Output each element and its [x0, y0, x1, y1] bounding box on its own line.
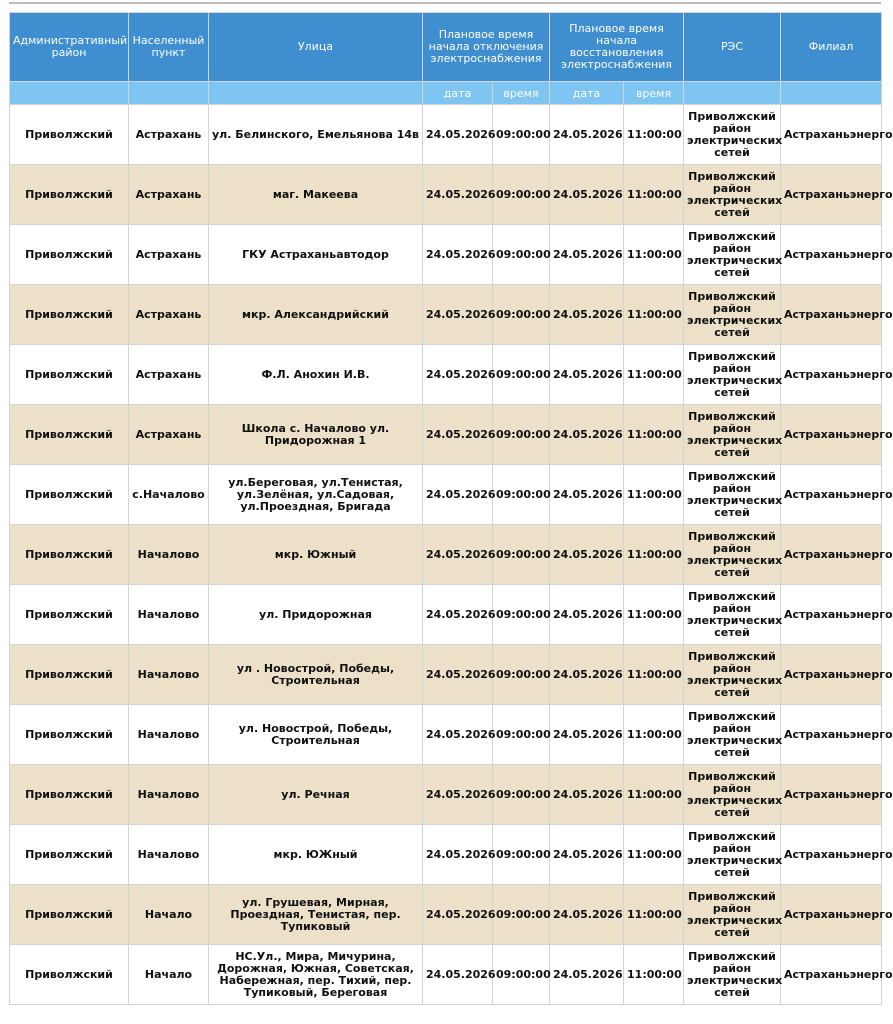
cell-off-date: 24.05.2026 [423, 405, 493, 465]
cell-street: ГКУ Астраханьавтодор [209, 225, 423, 285]
subheader-off-time: время [493, 82, 550, 105]
cell-res: Приволжский район электрических сетей [684, 645, 781, 705]
cell-branch: Астраханьэнерго [781, 885, 882, 945]
cell-street: ул. Речная [209, 765, 423, 825]
outage-schedule-table [9, 12, 893, 1005]
top-divider [9, 2, 881, 4]
cell-on-time: 11:00:00 [624, 825, 684, 885]
cell-off-date: 24.05.2026 [423, 465, 493, 525]
cell-locality: Астрахань [129, 165, 209, 225]
cell-district: Приволжский [10, 465, 129, 525]
cell-on-date: 24.05.2026 [550, 765, 624, 825]
cell-on-date: 24.05.2026 [550, 825, 624, 885]
header-branch: Филиал [781, 13, 882, 82]
cell-district: Приволжский [10, 825, 129, 885]
header-street: Улица [209, 13, 423, 82]
table-row [10, 765, 882, 825]
table-row [10, 585, 882, 645]
cell-off-date: 24.05.2026 [423, 165, 493, 225]
cell-branch: Астраханьэнерго [781, 105, 882, 165]
subheader-on-time: время [624, 82, 684, 105]
cell-off-time: 09:00:00 [493, 885, 550, 945]
cell-off-time: 09:00:00 [493, 465, 550, 525]
subheader-on-date: дата [550, 82, 624, 105]
cell-off-date: 24.05.2026 [423, 945, 493, 1005]
header-locality: Населенный пункт [129, 13, 209, 82]
cell-off-time: 09:00:00 [493, 405, 550, 465]
cell-on-date: 24.05.2026 [550, 465, 624, 525]
cell-district: Приволжский [10, 885, 129, 945]
cell-on-time: 11:00:00 [624, 105, 684, 165]
subheader-empty [129, 82, 209, 105]
cell-off-time: 09:00:00 [493, 105, 550, 165]
cell-off-time: 09:00:00 [493, 705, 550, 765]
cell-district: Приволжский [10, 285, 129, 345]
table-row [10, 945, 882, 1005]
cell-branch: Астраханьэнерго [781, 945, 882, 1005]
cell-on-date: 24.05.2026 [550, 225, 624, 285]
cell-district: Приволжский [10, 345, 129, 405]
subheader-off-date: дата [423, 82, 493, 105]
cell-off-time: 09:00:00 [493, 945, 550, 1005]
cell-on-time: 11:00:00 [624, 765, 684, 825]
table-row [10, 345, 882, 405]
cell-off-date: 24.05.2026 [423, 765, 493, 825]
cell-district: Приволжский [10, 525, 129, 585]
cell-district: Приволжский [10, 645, 129, 705]
cell-district: Приволжский [10, 105, 129, 165]
cell-res: Приволжский район электрических сетей [684, 225, 781, 285]
cell-on-date: 24.05.2026 [550, 645, 624, 705]
cell-on-time: 11:00:00 [624, 885, 684, 945]
cell-locality: Астрахань [129, 285, 209, 345]
cell-district: Приволжский [10, 405, 129, 465]
cell-district: Приволжский [10, 225, 129, 285]
cell-locality: Началово [129, 825, 209, 885]
cell-on-time: 11:00:00 [624, 345, 684, 405]
cell-res: Приволжский район электрических сетей [684, 705, 781, 765]
cell-locality: Астрахань [129, 345, 209, 405]
cell-street: ул. Белинского, Емельянова 14в [209, 105, 423, 165]
cell-off-date: 24.05.2026 [423, 525, 493, 585]
cell-on-date: 24.05.2026 [550, 105, 624, 165]
cell-locality: с.Началово [129, 465, 209, 525]
cell-street: ул. Грушевая, Мирная, Проездная, Тенистая, пер. Тупиковый [209, 885, 423, 945]
cell-on-date: 24.05.2026 [550, 525, 624, 585]
cell-res: Приволжский район электрических сетей [684, 405, 781, 465]
subheader-empty [684, 82, 781, 105]
table-row [10, 645, 882, 705]
cell-street: мкр. ЮЖный [209, 825, 423, 885]
cell-branch: Астраханьэнерго [781, 285, 882, 345]
cell-off-time: 09:00:00 [493, 645, 550, 705]
cell-locality: Началово [129, 705, 209, 765]
cell-district: Приволжский [10, 165, 129, 225]
cell-off-time: 09:00:00 [493, 285, 550, 345]
cell-street: НС.Ул., Мира, Мичурина, Дорожная, Южная, Советская, Набережная, пер. Тихий, пер. Тупиковый, Береговая [209, 945, 423, 1005]
table-row [10, 885, 882, 945]
cell-locality: Астрахань [129, 105, 209, 165]
cell-district: Приволжский [10, 765, 129, 825]
cell-on-date: 24.05.2026 [550, 165, 624, 225]
cell-branch: Астраханьэнерго [781, 225, 882, 285]
cell-branch: Астраханьэнерго [781, 165, 882, 225]
cell-street: Школа с. Началово ул. Придорожная 1 [209, 405, 423, 465]
subheader-empty [781, 82, 882, 105]
cell-on-time: 11:00:00 [624, 945, 684, 1005]
cell-off-time: 09:00:00 [493, 585, 550, 645]
cell-off-date: 24.05.2026 [423, 705, 493, 765]
cell-locality: Началово [129, 645, 209, 705]
cell-on-date: 24.05.2026 [550, 405, 624, 465]
table-row [10, 225, 882, 285]
cell-on-time: 11:00:00 [624, 225, 684, 285]
cell-off-date: 24.05.2026 [423, 105, 493, 165]
cell-off-date: 24.05.2026 [423, 225, 493, 285]
cell-off-time: 09:00:00 [493, 825, 550, 885]
cell-branch: Астраханьэнерго [781, 705, 882, 765]
cell-res: Приволжский район электрических сетей [684, 105, 781, 165]
table-row [10, 705, 882, 765]
cell-street: Ф.Л. Анохин И.В. [209, 345, 423, 405]
header-row [10, 13, 882, 82]
cell-off-date: 24.05.2026 [423, 585, 493, 645]
cell-off-date: 24.05.2026 [423, 285, 493, 345]
cell-street: маг. Макеева [209, 165, 423, 225]
cell-locality: Началово [129, 585, 209, 645]
cell-district: Приволжский [10, 705, 129, 765]
cell-res: Приволжский район электрических сетей [684, 885, 781, 945]
cell-off-time: 09:00:00 [493, 525, 550, 585]
cell-res: Приволжский район электрических сетей [684, 165, 781, 225]
cell-branch: Астраханьэнерго [781, 765, 882, 825]
cell-res: Приволжский район электрических сетей [684, 465, 781, 525]
cell-district: Приволжский [10, 945, 129, 1005]
cell-on-time: 11:00:00 [624, 165, 684, 225]
subheader-empty [10, 82, 129, 105]
cell-locality: Началово [129, 765, 209, 825]
cell-locality: Начало [129, 945, 209, 1005]
cell-off-date: 24.05.2026 [423, 885, 493, 945]
cell-off-date: 24.05.2026 [423, 825, 493, 885]
cell-branch: Астраханьэнерго [781, 465, 882, 525]
cell-on-time: 11:00:00 [624, 465, 684, 525]
cell-locality: Начало [129, 885, 209, 945]
cell-street: ул.Береговая, ул.Тенистая, ул.Зелёная, ул.Садовая, ул.Проездная, Бригада [209, 465, 423, 525]
cell-res: Приволжский район электрических сетей [684, 345, 781, 405]
cell-branch: Астраханьэнерго [781, 345, 882, 405]
cell-on-date: 24.05.2026 [550, 945, 624, 1005]
table-row [10, 405, 882, 465]
subheader-row [10, 82, 882, 105]
header-district: Административный район [10, 13, 129, 82]
table-row [10, 525, 882, 585]
cell-locality: Астрахань [129, 405, 209, 465]
cell-locality: Астрахань [129, 225, 209, 285]
cell-street: ул . Новострой, Победы, Строительная [209, 645, 423, 705]
header-off-time: Плановое время начала отключения электроснабжения [423, 13, 550, 82]
cell-on-time: 11:00:00 [624, 405, 684, 465]
cell-branch: Астраханьэнерго [781, 405, 882, 465]
cell-on-time: 11:00:00 [624, 645, 684, 705]
cell-res: Приволжский район электрических сетей [684, 825, 781, 885]
cell-off-time: 09:00:00 [493, 165, 550, 225]
cell-res: Приволжский район электрических сетей [684, 525, 781, 585]
cell-on-time: 11:00:00 [624, 585, 684, 645]
cell-on-date: 24.05.2026 [550, 345, 624, 405]
cell-res: Приволжский район электрических сетей [684, 765, 781, 825]
cell-on-date: 24.05.2026 [550, 585, 624, 645]
cell-on-time: 11:00:00 [624, 525, 684, 585]
cell-off-time: 09:00:00 [493, 765, 550, 825]
cell-res: Приволжский район электрических сетей [684, 285, 781, 345]
cell-branch: Астраханьэнерго [781, 645, 882, 705]
cell-branch: Астраханьэнерго [781, 825, 882, 885]
cell-res: Приволжский район электрических сетей [684, 585, 781, 645]
cell-on-date: 24.05.2026 [550, 885, 624, 945]
cell-branch: Астраханьэнерго [781, 585, 882, 645]
cell-on-date: 24.05.2026 [550, 705, 624, 765]
cell-on-time: 11:00:00 [624, 705, 684, 765]
table-row [10, 165, 882, 225]
cell-street: мкр. Александрийский [209, 285, 423, 345]
cell-street: ул. Придорожная [209, 585, 423, 645]
cell-street: мкр. Южный [209, 525, 423, 585]
cell-street: ул. Новострой, Победы, Строительная [209, 705, 423, 765]
cell-off-time: 09:00:00 [493, 225, 550, 285]
cell-on-time: 11:00:00 [624, 285, 684, 345]
table-row [10, 105, 882, 165]
table-row [10, 465, 882, 525]
cell-branch: Астраханьэнерго [781, 525, 882, 585]
cell-on-date: 24.05.2026 [550, 285, 624, 345]
cell-off-time: 09:00:00 [493, 345, 550, 405]
header-res: РЭС [684, 13, 781, 82]
cell-locality: Началово [129, 525, 209, 585]
subheader-empty [209, 82, 423, 105]
header-on-time: Плановое время начала восстановления электроснабжения [550, 13, 684, 82]
cell-off-date: 24.05.2026 [423, 345, 493, 405]
cell-district: Приволжский [10, 585, 129, 645]
table-row [10, 825, 882, 885]
cell-off-date: 24.05.2026 [423, 645, 493, 705]
cell-res: Приволжский район электрических сетей [684, 945, 781, 1005]
table-row [10, 285, 882, 345]
